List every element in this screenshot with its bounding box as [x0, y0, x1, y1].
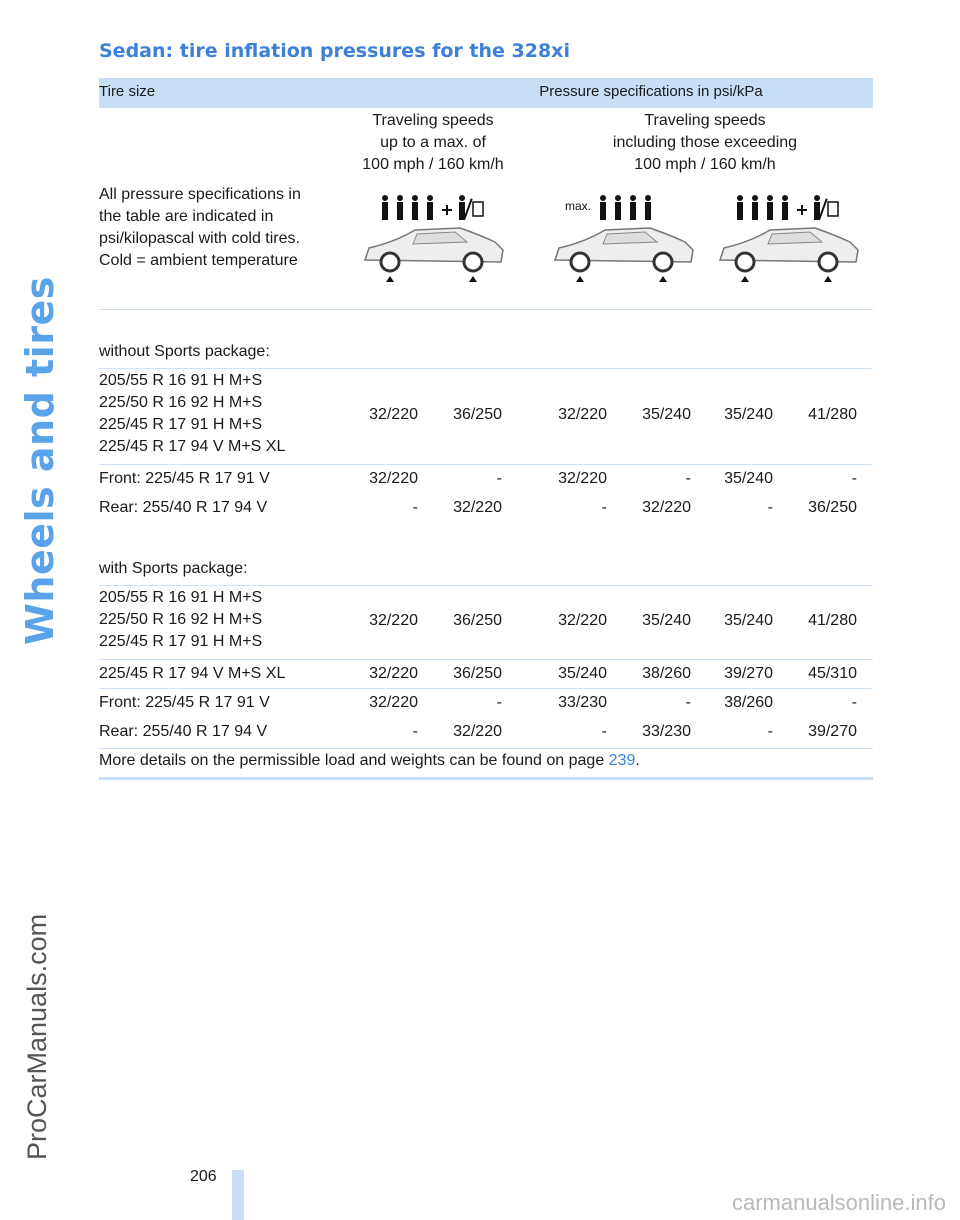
pressure-value: 32/220 — [558, 406, 607, 423]
table-bottom-border — [99, 777, 873, 780]
load-max-label: max. — [565, 199, 592, 213]
page-title: Sedan: tire inflation pressures for the 328xi — [99, 40, 570, 62]
footnote-end: . — [635, 752, 640, 769]
tire-size: 205/55 R 16 91 H M+S — [99, 589, 263, 606]
speed-high-header — [560, 110, 850, 176]
pressure-value: 39/270 — [724, 665, 773, 682]
pressure-value: 35/240 — [642, 406, 691, 423]
tire-size: 225/45 R 17 94 V M+S XL — [99, 665, 286, 682]
divider — [99, 585, 873, 586]
divider — [99, 688, 873, 689]
tire-size: Rear: 255/40 R 17 94 V — [99, 499, 268, 516]
section-label-sports: with Sports package: — [99, 560, 248, 577]
pressure-value: 33/230 — [558, 694, 607, 711]
divider — [99, 464, 873, 465]
footnote — [99, 750, 640, 772]
page-number-bar — [232, 1170, 244, 1220]
car-load-passengers-luggage-icon — [355, 190, 515, 290]
tire-size: 225/45 R 17 91 H M+S — [99, 416, 263, 433]
divider — [99, 748, 873, 749]
pressure-value: 38/260 — [642, 665, 691, 682]
pressure-value: - — [412, 723, 418, 740]
pressure-value: 32/220 — [369, 470, 418, 487]
divider — [99, 659, 873, 660]
car-load-max-passengers-icon — [545, 190, 705, 290]
divider — [99, 309, 873, 310]
speed-low-line: Traveling speeds — [372, 112, 494, 129]
pressure-value: 45/310 — [808, 665, 857, 682]
pressure-note — [99, 184, 339, 272]
note-line: the table are indicated in — [99, 208, 274, 225]
note-line: Cold = ambient temperature — [99, 252, 298, 269]
pressure-value: - — [767, 499, 773, 516]
table-row-tires — [99, 587, 262, 653]
pressure-value: 35/240 — [558, 665, 607, 682]
pressure-value: - — [412, 499, 418, 516]
pressure-value: 32/220 — [558, 470, 607, 487]
pressure-value: 35/240 — [724, 470, 773, 487]
pressure-value: - — [496, 694, 502, 711]
header-pressure: Pressure specifications in psi/kPa — [539, 83, 763, 100]
pressure-value: 32/220 — [369, 665, 418, 682]
pressure-value: - — [601, 499, 607, 516]
pressure-value: 32/220 — [369, 406, 418, 423]
pressure-value: 35/240 — [724, 612, 773, 629]
divider — [99, 368, 873, 369]
tire-size: 225/50 R 16 92 H M+S — [99, 611, 263, 628]
pressure-value: - — [685, 694, 691, 711]
pressure-value: - — [685, 470, 691, 487]
pressure-value: - — [851, 470, 857, 487]
header-tire-size: Tire size — [99, 83, 156, 100]
pressure-value: 33/230 — [642, 723, 691, 740]
tire-size: 225/45 R 17 91 H M+S — [99, 633, 263, 650]
pressure-value: 39/270 — [808, 723, 857, 740]
pressure-value: 35/240 — [642, 612, 691, 629]
speed-high-line: Traveling speeds — [644, 112, 766, 129]
section-title-text: Wheels and tires — [18, 276, 62, 645]
pressure-value: - — [851, 694, 857, 711]
speed-low-line: 100 mph / 160 km/h — [362, 156, 504, 173]
pressure-value: 32/220 — [369, 612, 418, 629]
tire-size: Front: 225/45 R 17 91 V — [99, 470, 270, 487]
page-number: 206 — [190, 1168, 217, 1185]
pressure-value: - — [601, 723, 607, 740]
footnote-text: More details on the permissible load and weights can be found on page — [99, 752, 609, 769]
watermark-vertical — [22, 913, 62, 1170]
tire-size: 225/45 R 17 94 V M+S XL — [99, 438, 286, 455]
pressure-value: 32/220 — [642, 499, 691, 516]
watermark-text: ProCarManuals.com — [22, 913, 52, 1160]
tire-size: 205/55 R 16 91 H M+S — [99, 372, 263, 389]
page-link[interactable]: 239 — [608, 752, 636, 769]
note-line: psi/kilopascal with cold tires. — [99, 230, 300, 247]
table-row-tires — [99, 370, 285, 458]
pressure-value: 41/280 — [808, 406, 857, 423]
note-line: All pressure specifications in — [99, 186, 301, 203]
pressure-value: 32/220 — [558, 612, 607, 629]
pressure-value: 36/250 — [808, 499, 857, 516]
section-label-no-sports: without Sports package: — [99, 343, 270, 360]
speed-high-line: 100 mph / 160 km/h — [634, 156, 776, 173]
pressure-value: 32/220 — [453, 499, 502, 516]
pressure-value: 35/240 — [724, 406, 773, 423]
pressure-value: 32/220 — [453, 723, 502, 740]
pressure-value: - — [496, 470, 502, 487]
section-title-vertical — [18, 276, 66, 645]
tire-size: Front: 225/45 R 17 91 V — [99, 694, 270, 711]
car-load-passengers-luggage-icon — [710, 190, 870, 290]
footer-watermark: carmanualsonline.info — [731, 1190, 946, 1215]
tire-size: Rear: 255/40 R 17 94 V — [99, 723, 268, 740]
speed-high-line: including those exceeding — [612, 134, 798, 151]
tire-size: 225/50 R 16 92 H M+S — [99, 394, 263, 411]
pressure-value: - — [767, 723, 773, 740]
table-header — [99, 78, 873, 108]
pressure-value: 36/250 — [453, 665, 502, 682]
speed-low-header — [345, 110, 521, 176]
pressure-value: 38/260 — [724, 694, 773, 711]
speed-low-line: up to a max. of — [380, 134, 486, 151]
pressure-value: 32/220 — [369, 694, 418, 711]
pressure-value: 36/250 — [453, 406, 502, 423]
pressure-value: 36/250 — [453, 612, 502, 629]
pressure-value: 41/280 — [808, 612, 857, 629]
